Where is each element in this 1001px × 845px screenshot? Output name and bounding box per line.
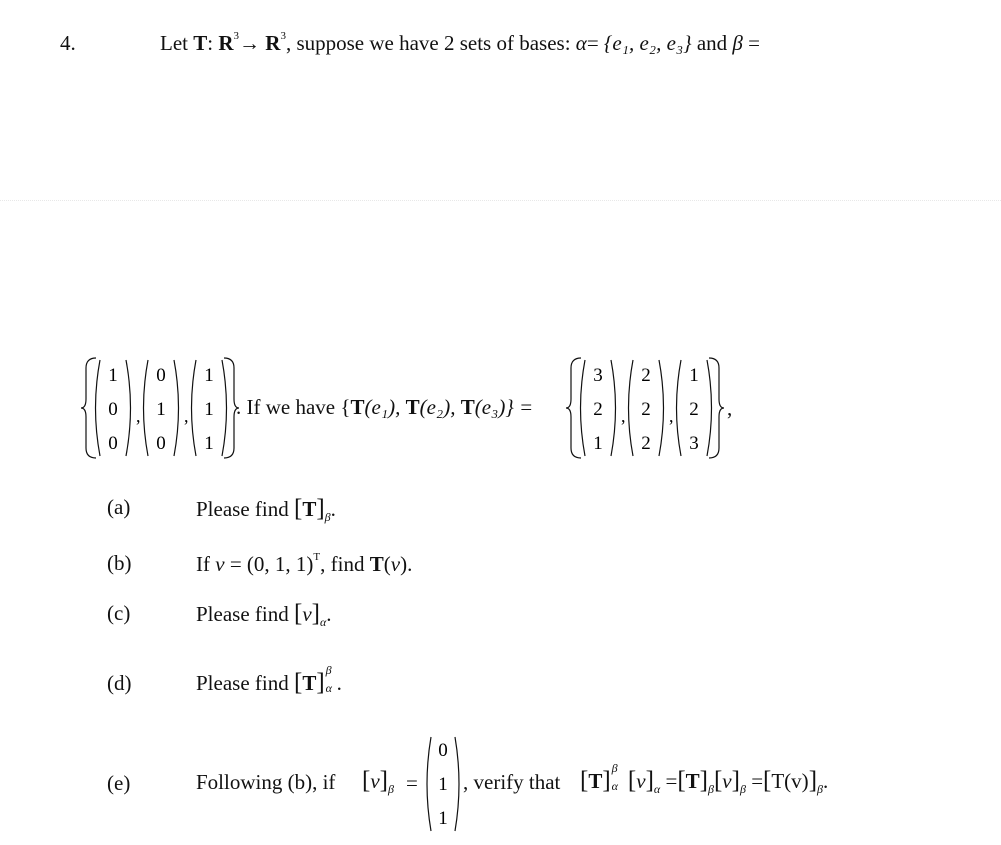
entry: 2	[641, 433, 651, 454]
bracket-open: [	[677, 767, 686, 794]
entry: 0	[156, 365, 166, 386]
matrix-T: T	[685, 769, 700, 793]
intro-rest: , suppose we have 2 sets of bases:	[285, 31, 571, 55]
period: .	[330, 497, 336, 521]
bracket-open: [	[293, 669, 303, 696]
T-symbol: T	[350, 395, 365, 419]
sub-beta: β	[739, 782, 746, 796]
sub-alpha: α	[325, 681, 332, 695]
T-symbol: T	[405, 395, 420, 419]
entry: 1	[108, 365, 118, 386]
problem-number: 4.	[60, 31, 76, 55]
sub-alpha: α	[319, 615, 327, 629]
intro-eq2: =	[748, 31, 760, 55]
part-e-vbeta	[362, 768, 394, 795]
intro-arrow: →	[239, 31, 261, 55]
beta-vector-1	[96, 360, 131, 456]
entry: 1	[689, 365, 699, 386]
bracket-close: ]	[808, 767, 818, 794]
matrix-T: T	[302, 671, 317, 695]
part-b-find: , find	[320, 552, 365, 576]
comma: ,	[621, 406, 626, 426]
intro-eq: =	[586, 31, 599, 55]
bracket-close: ]	[379, 767, 388, 794]
period: .	[326, 602, 332, 626]
transpose-T: T	[313, 551, 321, 563]
bracket-open: [	[627, 767, 637, 794]
image-vector-2	[629, 360, 664, 456]
part-d-label: (d)	[107, 671, 132, 695]
matrix-T: T	[302, 497, 317, 521]
bracket-close: ]	[311, 600, 320, 627]
bracket-close: ]	[699, 767, 708, 794]
intro-exp2: 3	[280, 30, 286, 42]
intro-beta: β	[732, 31, 743, 55]
mid-text: . If we have {	[236, 395, 351, 419]
part-b-text	[196, 552, 412, 575]
intro-basis-set: {e₁, e₂, e₃}	[603, 31, 692, 55]
T-symbol: T	[369, 552, 384, 576]
page-divider	[0, 200, 1001, 201]
bracket-open: [	[293, 495, 303, 522]
entry: 2	[641, 365, 651, 386]
part-c-text	[196, 601, 332, 628]
sup-sub-group	[611, 761, 623, 793]
var-v: v	[370, 769, 380, 793]
T-e3: (e₃)} =	[474, 395, 534, 419]
T-e1: (e₁),	[364, 395, 406, 419]
bracket-close: ]	[731, 767, 740, 794]
sub-beta: β	[707, 782, 714, 796]
part-e-eq: =	[406, 771, 418, 795]
part-c-prefix: Please find	[196, 602, 289, 626]
sub-beta: β	[324, 510, 331, 524]
entry: 3	[593, 365, 603, 386]
intro-and: and	[696, 31, 728, 55]
entry: 0	[438, 740, 448, 761]
var-v: v	[636, 769, 646, 793]
comma: ,	[184, 406, 189, 426]
entry: 0	[108, 433, 118, 454]
entry: 1	[593, 433, 603, 454]
sup-sub-group	[325, 663, 337, 695]
period: .	[336, 671, 342, 695]
part-e-prefix: Following (b), if	[196, 770, 336, 794]
part-a-text	[196, 496, 336, 523]
bracket-open: [	[713, 767, 723, 794]
part-b-label: (b)	[107, 551, 132, 575]
entry: 1	[204, 365, 214, 386]
left-brace	[81, 358, 96, 458]
part-d-text	[196, 663, 342, 696]
entry: 2	[641, 399, 651, 420]
intro-colon: :	[207, 31, 214, 55]
intro-map-T: T	[193, 31, 208, 55]
var-v: v	[722, 769, 732, 793]
part-e-equation	[580, 761, 829, 796]
part-e-label: (e)	[107, 771, 131, 795]
beta-basis-vectors	[80, 356, 240, 460]
paren-close: ).	[400, 552, 413, 576]
entry: 0	[108, 399, 118, 420]
trailing-comma: ,	[727, 396, 733, 420]
image-vector-1	[581, 360, 616, 456]
bracket-open: [	[293, 600, 303, 627]
T-symbol: T	[460, 395, 475, 419]
image-vectors	[565, 356, 725, 460]
entry: 1	[156, 399, 166, 420]
images-statement	[236, 397, 533, 418]
bracket-open: [	[362, 767, 371, 794]
comma: ,	[669, 406, 674, 426]
entry: 2	[689, 399, 699, 420]
part-a-prefix: Please find	[196, 497, 289, 521]
image-vector-3	[677, 360, 712, 456]
sub-alpha: α	[653, 782, 661, 796]
bracket-close: ]	[316, 669, 325, 696]
problem-intro	[160, 31, 760, 54]
left-brace	[566, 358, 581, 458]
sup-beta: β	[325, 663, 332, 677]
comma: ,	[136, 406, 141, 426]
bracket-open: [	[763, 767, 772, 794]
entry: 1	[438, 774, 448, 795]
part-e-vector	[423, 734, 463, 834]
intro-exp1: 3	[233, 30, 240, 42]
entry: 1	[204, 433, 214, 454]
sub-beta: β	[817, 782, 823, 796]
T-e2: (e₂),	[419, 395, 461, 419]
part-d-prefix: Please find	[196, 671, 289, 695]
equals: =	[751, 769, 764, 793]
var-v: v	[215, 552, 225, 576]
bracket-open: [	[580, 767, 589, 794]
intro-let: Let	[160, 31, 188, 55]
intro-alpha: α	[575, 31, 587, 55]
equals: =	[665, 769, 678, 793]
intro-R2: R	[265, 31, 281, 55]
part-e-verify: , verify that	[463, 770, 561, 794]
intro-R1: R	[218, 31, 234, 55]
matrix-T: T	[588, 769, 603, 793]
bracket-close: ]	[316, 495, 325, 522]
part-a-label: (a)	[107, 495, 131, 519]
part-c-label: (c)	[107, 601, 131, 625]
T-of-v: T(v)	[771, 769, 809, 793]
beta-vector-3	[192, 360, 227, 456]
var-v: v	[302, 602, 312, 626]
var-v: v	[390, 552, 401, 576]
sub-beta: β	[387, 782, 394, 796]
sub-alpha: α	[611, 779, 618, 793]
period: .	[823, 769, 829, 793]
entry: 3	[689, 433, 699, 454]
bracket-close: ]	[602, 767, 611, 794]
bracket-close: ]	[645, 767, 654, 794]
entry: 0	[156, 433, 166, 454]
entry: 1	[204, 399, 214, 420]
paren-open: (	[383, 552, 391, 576]
beta-vector-2	[144, 360, 179, 456]
part-b-if: If	[196, 552, 210, 576]
part-b-vector: = (0, 1, 1)	[229, 552, 314, 576]
entry: 2	[593, 399, 603, 420]
sup-beta: β	[611, 761, 618, 775]
entry: 1	[438, 808, 448, 829]
